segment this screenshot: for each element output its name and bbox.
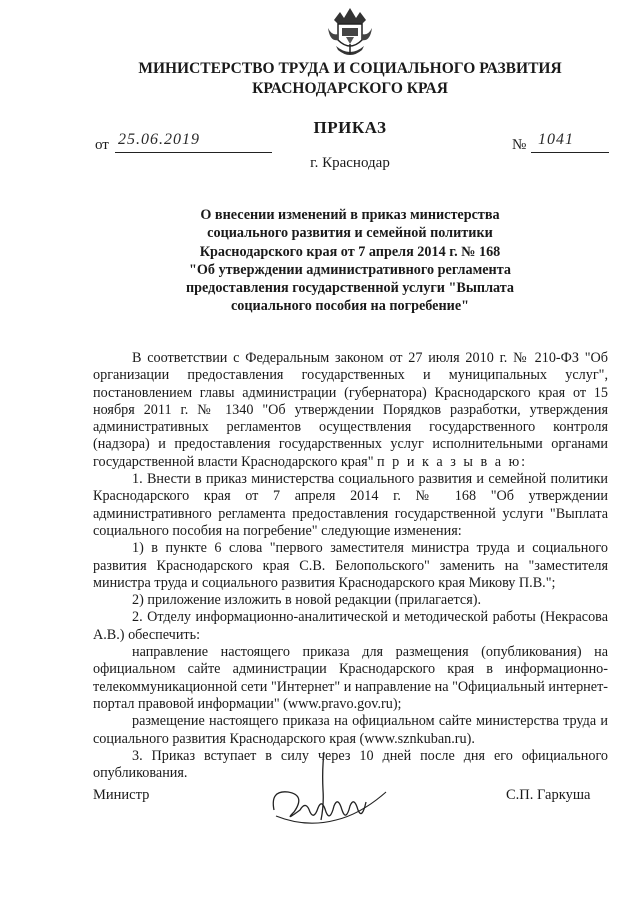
document-body: [93, 350, 608, 782]
heading-line: социального развития и семейной политики: [207, 225, 493, 242]
item-1-2: 2) приложение изложить в новой редакции (прилагается).: [132, 592, 481, 609]
item-2-b: размещение настоящего приказа на официальном сайте министерства труда и социального развития Краснодарского края (www.sznkuban.ru).: [93, 713, 608, 747]
ministry-name-line2: КРАСНОДАРСКОГО КРАЯ: [252, 80, 448, 97]
item-1-1: 1) в пункте 6 слова "первого заместителя министра труда и социального развития Краснодарского края С.В. Белопольского" заменить на "заместителя министра труда и социального развития Краснодарского края Микову П.В.";: [93, 540, 608, 591]
order-title: ПРИКАЗ: [313, 118, 387, 137]
date-label: от: [95, 137, 109, 153]
heading-line: "Об утверждении административного регламента: [189, 261, 511, 278]
heading-line: Краснодарского края от 7 апреля 2014 г. № 168: [199, 243, 501, 260]
date-underline: [115, 152, 272, 153]
document-heading: [150, 206, 550, 316]
heading-line: О внесении изменений в приказ министерства: [200, 207, 500, 223]
item-2: 2. Отделу информационно-аналитической и методической работы (Некрасова А.В.) обеспечить:: [93, 609, 608, 643]
item-1: 1. Внести в приказ министерства социального развития и семейной политики Краснодарского края от 7 апреля 2014 г. № 168 "Об утверждении административного регламента предоставления государственной услуги "Выплата социального пособия на погребение" следующие изменения:: [93, 471, 608, 539]
heading-line: социального пособия на погребение": [230, 298, 469, 315]
number-value: 1041: [538, 131, 574, 148]
preamble-paragraph: [93, 350, 608, 471]
signatory-position: Министр: [93, 787, 150, 803]
item-2-a: направление настоящего приказа для размещения (опубликования) на официальном сайте администрации Краснодарского края в информационно-телекоммуникационной сети "Интернет" и направление на "Официальный интернет-портал правовой информации" (www.pravo.gov.ru);: [93, 644, 608, 712]
ministry-name-line1: МИНИСТЕРСТВО ТРУДА И СОЦИАЛЬНОГО РАЗВИТИЯ: [138, 60, 562, 77]
coat-of-arms-icon: [326, 6, 374, 60]
city: г. Краснодар: [310, 155, 390, 171]
preamble-text: В соответствии с Федеральным законом от 27 июля 2010 г. № 210-ФЗ "Об организации предоставления государственных и муниципальных услуг", постановлением главы администрации (губернатора) Краснодарского края от 15 ноября 2011 г. № 1340 "Об утверждении Порядков разработки, утверждения административных регламентов осуществления государственного контроля (надзора) и предоставления государственных услуг исполнительными органами государственной власти Краснодарского края": [93, 350, 608, 470]
date-value: 25.06.2019: [118, 131, 200, 148]
signatory-name: С.П. Гаркуша: [506, 787, 591, 803]
number-label: №: [512, 137, 527, 153]
heading-line: предоставления государственной услуги "Выплата: [185, 280, 514, 297]
decree-word: п р и к а з ы в а ю:: [377, 453, 528, 470]
item-3: 3. Приказ вступает в силу через 10 дней после дня его официального опубликования.: [93, 747, 608, 782]
handwritten-signature-icon: [266, 750, 396, 830]
number-underline: [531, 152, 609, 153]
